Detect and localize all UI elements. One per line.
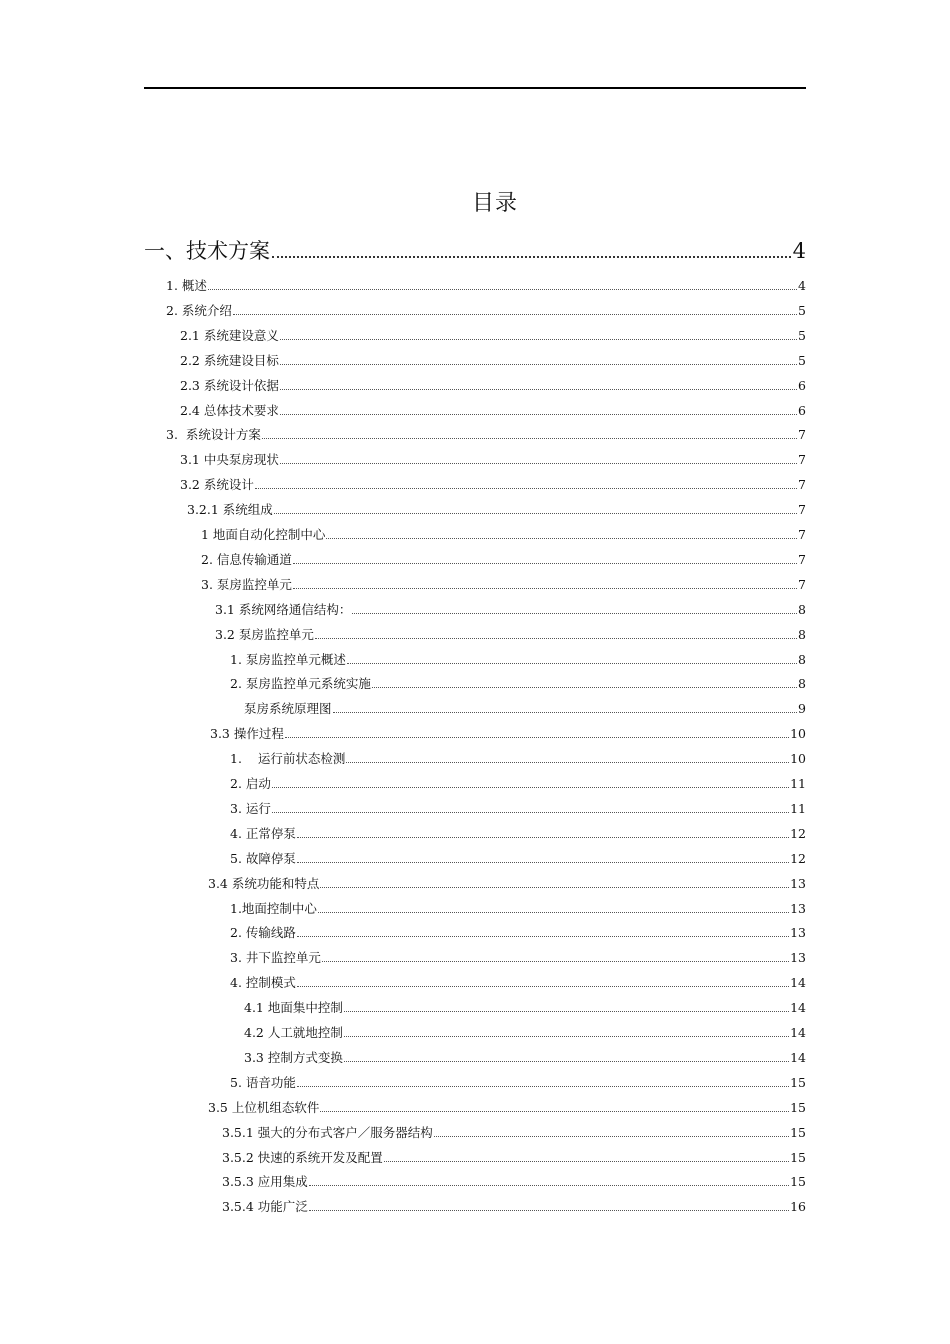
- dot-leader: [297, 837, 789, 838]
- toc-entry[interactable]: [166, 426, 806, 444]
- toc-entry-page: 14: [790, 1025, 806, 1040]
- toc-entry-page: 14: [790, 1049, 806, 1065]
- dot-leader: [344, 1061, 789, 1062]
- toc-entry-label: 3.5.3 应用集成: [222, 1174, 308, 1190]
- toc-entry-page: 13: [790, 900, 806, 916]
- toc-entry[interactable]: [230, 651, 806, 669]
- toc-entry-label: 5. 故障停泵: [230, 850, 296, 866]
- toc-entry-label: 3.3 操作过程: [210, 726, 284, 742]
- toc-entry-page: 13: [790, 925, 806, 941]
- toc-entry-page: 7: [798, 452, 806, 468]
- toc-entry-page: 7: [798, 427, 806, 443]
- dot-leader: [347, 663, 797, 664]
- toc-entry[interactable]: [230, 974, 806, 992]
- toc-main-label: 一、技术方案: [144, 239, 270, 263]
- toc-entry[interactable]: [208, 875, 806, 893]
- toc-entry-label: 1.地面控制中心: [230, 900, 317, 916]
- toc-entry-label: 2. 传输线路: [230, 925, 296, 941]
- toc-title: 目录: [471, 191, 518, 216]
- toc-entry-label: 3. 运行: [230, 800, 271, 816]
- dot-leader: [285, 737, 789, 738]
- toc-entry[interactable]: [230, 825, 806, 843]
- toc-entry-page: 13: [790, 875, 806, 891]
- toc-entry[interactable]: [166, 277, 806, 295]
- toc-entry-page: 7: [798, 551, 806, 567]
- dot-leader: [293, 588, 797, 589]
- dot-leader: [309, 1185, 789, 1186]
- toc-entry-label: 2.4 总体技术要求: [180, 402, 279, 418]
- header-rule: [144, 87, 806, 89]
- dot-leader: [315, 638, 797, 639]
- toc-entry[interactable]: [222, 1173, 806, 1191]
- dot-leader: [280, 389, 797, 390]
- toc-entry-page: 12: [790, 850, 806, 866]
- toc-entry-page: 14: [790, 1000, 806, 1016]
- toc-entry-page: 5: [798, 327, 806, 343]
- toc-entry-page: 10: [790, 751, 806, 767]
- toc-entry[interactable]: [230, 1074, 806, 1092]
- toc-entry[interactable]: [244, 999, 806, 1017]
- toc-entry-page: 8: [798, 676, 806, 692]
- toc-entry-page: 8: [798, 601, 806, 617]
- dot-leader: [272, 256, 791, 258]
- toc-entry[interactable]: [180, 451, 806, 469]
- toc-entry[interactable]: [230, 675, 806, 693]
- toc-main-page: 4: [792, 239, 806, 263]
- toc-entry-page: 7: [798, 477, 806, 493]
- toc-entry[interactable]: [230, 775, 806, 793]
- toc-entry-label: 2. 启动: [230, 776, 271, 791]
- toc-entry-label: 3.3 控制方式变换: [244, 1049, 343, 1065]
- dot-leader: [297, 1086, 789, 1087]
- toc-entry-label: 2. 泵房监控单元系统实施: [230, 676, 371, 692]
- dot-leader: [262, 438, 797, 439]
- toc-entry-label: 3.1 中央泵房现状: [180, 452, 279, 468]
- dot-leader: [320, 1111, 789, 1112]
- toc-entry-label: 4.1 地面集中控制: [244, 1000, 343, 1016]
- toc-entry-label: 2.2 系统建设目标: [180, 352, 279, 368]
- dot-leader: [280, 463, 797, 464]
- toc-entry[interactable]: [180, 377, 806, 395]
- toc-entry[interactable]: [201, 576, 806, 594]
- toc-entry-label: 2. 信息传输通道: [201, 551, 292, 567]
- dot-leader: [320, 887, 789, 888]
- toc-entry-label: 3.2 泵房监控单元: [215, 626, 314, 642]
- toc-entry-page: 7: [798, 527, 806, 542]
- toc-entry[interactable]: [201, 551, 806, 569]
- toc-entry[interactable]: [230, 750, 806, 768]
- toc-entry[interactable]: [210, 725, 806, 743]
- dot-leader: [434, 1136, 789, 1137]
- dot-leader: [346, 762, 789, 763]
- toc-entry-label: 3. 泵房监控单元: [201, 576, 292, 592]
- toc-entry-page: 11: [790, 800, 806, 816]
- dot-leader: [280, 364, 797, 365]
- toc-entry-page: 5: [798, 352, 806, 368]
- toc-entry-label: 3.2.1 系统组成: [187, 502, 273, 518]
- toc-entry[interactable]: [230, 850, 806, 868]
- toc-entry-page: 5: [798, 302, 806, 318]
- dot-leader: [318, 912, 789, 913]
- toc-entry-label: 1. 概述: [166, 278, 207, 293]
- toc-entry[interactable]: [166, 302, 806, 320]
- toc-entry-page: 15: [790, 1124, 806, 1140]
- toc-entry[interactable]: [230, 800, 806, 818]
- dot-leader: [344, 1036, 789, 1037]
- toc-entry-page: 6: [798, 402, 806, 418]
- toc-entry[interactable]: [244, 1024, 806, 1042]
- toc-entry-page: 9: [798, 701, 806, 717]
- toc-entry[interactable]: [215, 626, 806, 644]
- dot-leader: [233, 314, 797, 315]
- dot-leader: [297, 936, 789, 937]
- toc-entry[interactable]: [180, 402, 806, 420]
- dot-leader: [326, 538, 797, 539]
- toc-entry-label: 1. 运行前状态检测: [230, 751, 346, 767]
- dot-leader: [309, 1210, 789, 1211]
- toc-entry-page: 13: [790, 950, 806, 966]
- toc-entry-label: 4.2 人工就地控制: [244, 1025, 343, 1040]
- dot-leader: [255, 488, 797, 489]
- toc-entry-label: 1 地面自动化控制中心: [201, 527, 326, 542]
- toc-entry-label: 3.5.2 快速的系统开发及配置: [222, 1149, 383, 1165]
- dot-leader: [372, 687, 797, 688]
- dot-leader: [344, 1011, 789, 1012]
- toc-entry[interactable]: [222, 1149, 806, 1167]
- dot-leader: [272, 812, 789, 813]
- dot-leader: [274, 513, 797, 514]
- toc-entry-page: 10: [790, 726, 806, 742]
- toc-entry[interactable]: [201, 526, 806, 544]
- toc-entry-page: 15: [790, 1149, 806, 1165]
- toc-entry[interactable]: [222, 1124, 806, 1142]
- toc-entry-page: 7: [798, 576, 806, 592]
- dot-leader: [384, 1161, 789, 1162]
- toc-entry-page: 15: [790, 1099, 806, 1115]
- dot-leader: [280, 414, 797, 415]
- toc-entry[interactable]: [180, 476, 806, 494]
- dot-leader: [272, 787, 789, 788]
- toc-entry-page: 8: [798, 626, 806, 642]
- toc-entry[interactable]: [244, 700, 806, 718]
- toc-entry-label: 4. 正常停泵: [230, 825, 296, 841]
- toc-entry-label: 1. 泵房监控单元概述: [230, 651, 346, 667]
- dot-leader: [322, 961, 789, 962]
- toc-entry-page: 8: [798, 651, 806, 667]
- toc-entry-page: 15: [790, 1174, 806, 1190]
- toc-entry-label: 2. 系统介绍: [166, 302, 232, 318]
- toc-entry[interactable]: [180, 327, 806, 345]
- toc-entry-page: 16: [790, 1199, 806, 1215]
- toc-entry[interactable]: [208, 1099, 806, 1117]
- toc-entry-page: 6: [798, 377, 806, 393]
- toc-entry-label: 2.1 系统建设意义: [180, 327, 279, 343]
- toc-entry[interactable]: [180, 352, 806, 370]
- toc-entry-page: 15: [790, 1074, 806, 1090]
- toc-entry-label: 5. 语音功能: [230, 1074, 296, 1090]
- dot-leader: [352, 613, 797, 614]
- dot-leader: [297, 862, 789, 863]
- toc-entry[interactable]: [230, 924, 806, 942]
- dot-leader: [208, 289, 797, 290]
- dot-leader: [280, 339, 797, 340]
- toc-entry-page: 11: [790, 776, 806, 791]
- toc-entry[interactable]: [215, 601, 806, 619]
- toc-entry-label: 3.2 系统设计: [180, 477, 254, 493]
- dot-leader: [297, 986, 789, 987]
- toc-entry-page: 7: [798, 502, 806, 518]
- toc-entry-page: 14: [790, 975, 806, 991]
- toc-main-entry[interactable]: [144, 235, 806, 265]
- toc-entry-page: 4: [798, 278, 806, 293]
- toc-entry[interactable]: [187, 501, 806, 519]
- toc-entry-label: 3. 系统设计方案: [166, 427, 261, 443]
- toc-entry-label: 3.5.4 功能广泛: [222, 1199, 308, 1215]
- toc-entry[interactable]: [222, 1198, 806, 1216]
- toc-entry-label: 泵房系统原理图: [244, 701, 332, 717]
- toc-entry[interactable]: [244, 1049, 806, 1067]
- toc-entry[interactable]: [230, 900, 806, 918]
- dot-leader: [333, 712, 797, 713]
- dot-leader: [293, 563, 797, 564]
- toc-entry-label: 4. 控制模式: [230, 975, 296, 991]
- toc-entry-label: 3.4 系统功能和特点: [208, 875, 320, 891]
- toc-entry-label: 3. 井下监控单元: [230, 950, 321, 966]
- toc-entry-page: 12: [790, 825, 806, 841]
- toc-entry-label: 3.5 上位机组态软件: [208, 1099, 320, 1115]
- toc-entry-label: 3.5.1 强大的分布式客户／服务器结构: [222, 1124, 433, 1140]
- toc-entry-label: 3.1 系统网络通信结构：: [215, 601, 352, 617]
- toc-entry[interactable]: [230, 949, 806, 967]
- toc-entry-label: 2.3 系统设计依据: [180, 377, 279, 393]
